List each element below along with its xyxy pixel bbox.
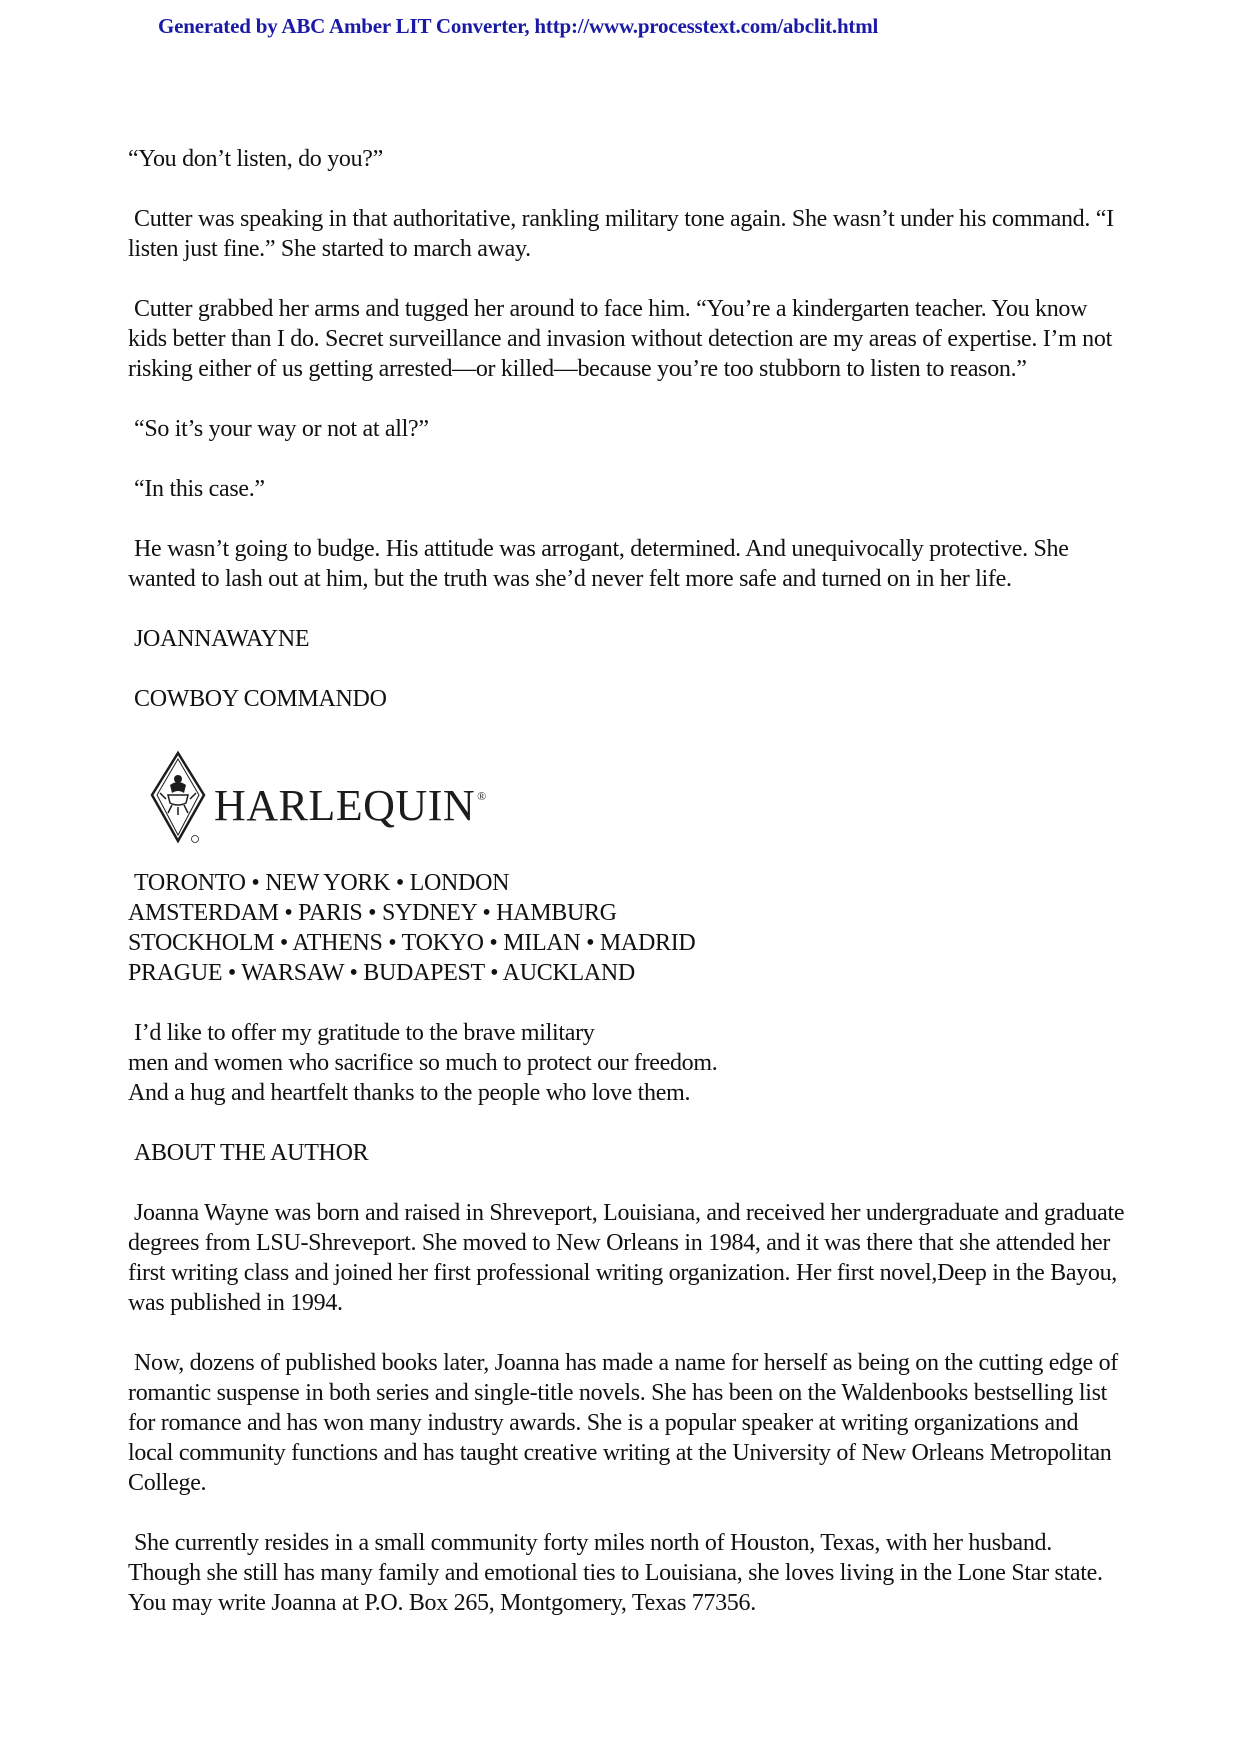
story-paragraph: He wasn’t going to budge. His attitude was arrogant, determined. And unequivocally protective. She wanted to lash out at him, but the truth was she’d never felt more safe and turned on in her life. [128, 536, 1069, 592]
story-paragraph: Cutter was speaking in that authoritative, rankling military tone again. She wasn’t under his command. “I listen just fine.” She started to march away. [128, 206, 1114, 262]
city-list [128, 868, 1128, 988]
book-title: COWBOY COMMANDO [134, 686, 387, 712]
dedication [128, 1018, 1128, 1108]
harlequin-wordmark: HARLEQUIN ® [214, 781, 487, 830]
city-line: STOCKHOLM • ATHENS • TOKYO • MILAN • MADRID [128, 930, 696, 956]
document-page [128, 144, 1128, 1648]
converter-banner[interactable]: Generated by ABC Amber LIT Converter, http://www.processtext.com/abclit.html [158, 14, 879, 38]
publisher-logo [148, 744, 1128, 854]
about-paragraph: She currently resides in a small community forty miles north of Houston, Texas, with her husband. Though she still has many family and emotional ties to Louisiana, she loves living in the Lone Star state. You may write Joanna at P.O. Box 265, Montgomery, Texas 77356. [128, 1530, 1103, 1616]
author-name: JOANNAWAYNE [134, 626, 310, 652]
story-paragraph: Cutter grabbed her arms and tugged her around to face him. “You’re a kindergarten teacher. You know kids better than I do. Secret surveillance and invasion without detection are my areas of expertise. I’m not risking either of us getting arrested—or killed—because you’re too stubborn to listen to reason.” [128, 296, 1112, 382]
about-heading: ABOUT THE AUTHOR [134, 1140, 369, 1166]
dedication-line: men and women who sacrifice so much to protect our freedom. [128, 1050, 718, 1076]
about-paragraph: Now, dozens of published books later, Joanna has made a name for herself as being on the cutting edge of romantic suspense in both series and single-title novels. She has been on the Waldenbooks bestselling list for romance and has won many industry awards. She is a popular speaker at writing organizations and local community functions and has taught creative writing at the University of New Orleans Metropolitan College. [128, 1350, 1118, 1496]
city-line: TORONTO • NEW YORK • LONDON [134, 870, 510, 896]
about-paragraph: Joanna Wayne was born and raised in Shreveport, Louisiana, and received her undergraduate and graduate degrees from LSU-Shreveport. She moved to New Orleans in 1984, and it was there that she attended her first writing class and joined her first professional writing organization. Her first novel,Deep in the Bayou, was published in 1994. [128, 1200, 1125, 1316]
harlequin-diamond-icon [148, 749, 208, 849]
city-line: PRAGUE • WARSAW • BUDAPEST • AUCKLAND [128, 960, 635, 986]
dialogue-paragraph: “So it’s your way or not at all?” [134, 416, 429, 442]
city-line: AMSTERDAM • PARIS • SYDNEY • HAMBURG [128, 900, 617, 926]
dedication-line: And a hug and heartfelt thanks to the people who love them. [128, 1080, 691, 1106]
dialogue-paragraph: “In this case.” [134, 476, 265, 502]
dedication-line: I’d like to offer my gratitude to the brave military [134, 1020, 595, 1046]
dialogue-paragraph: “You don’t listen, do you?” [128, 146, 384, 172]
